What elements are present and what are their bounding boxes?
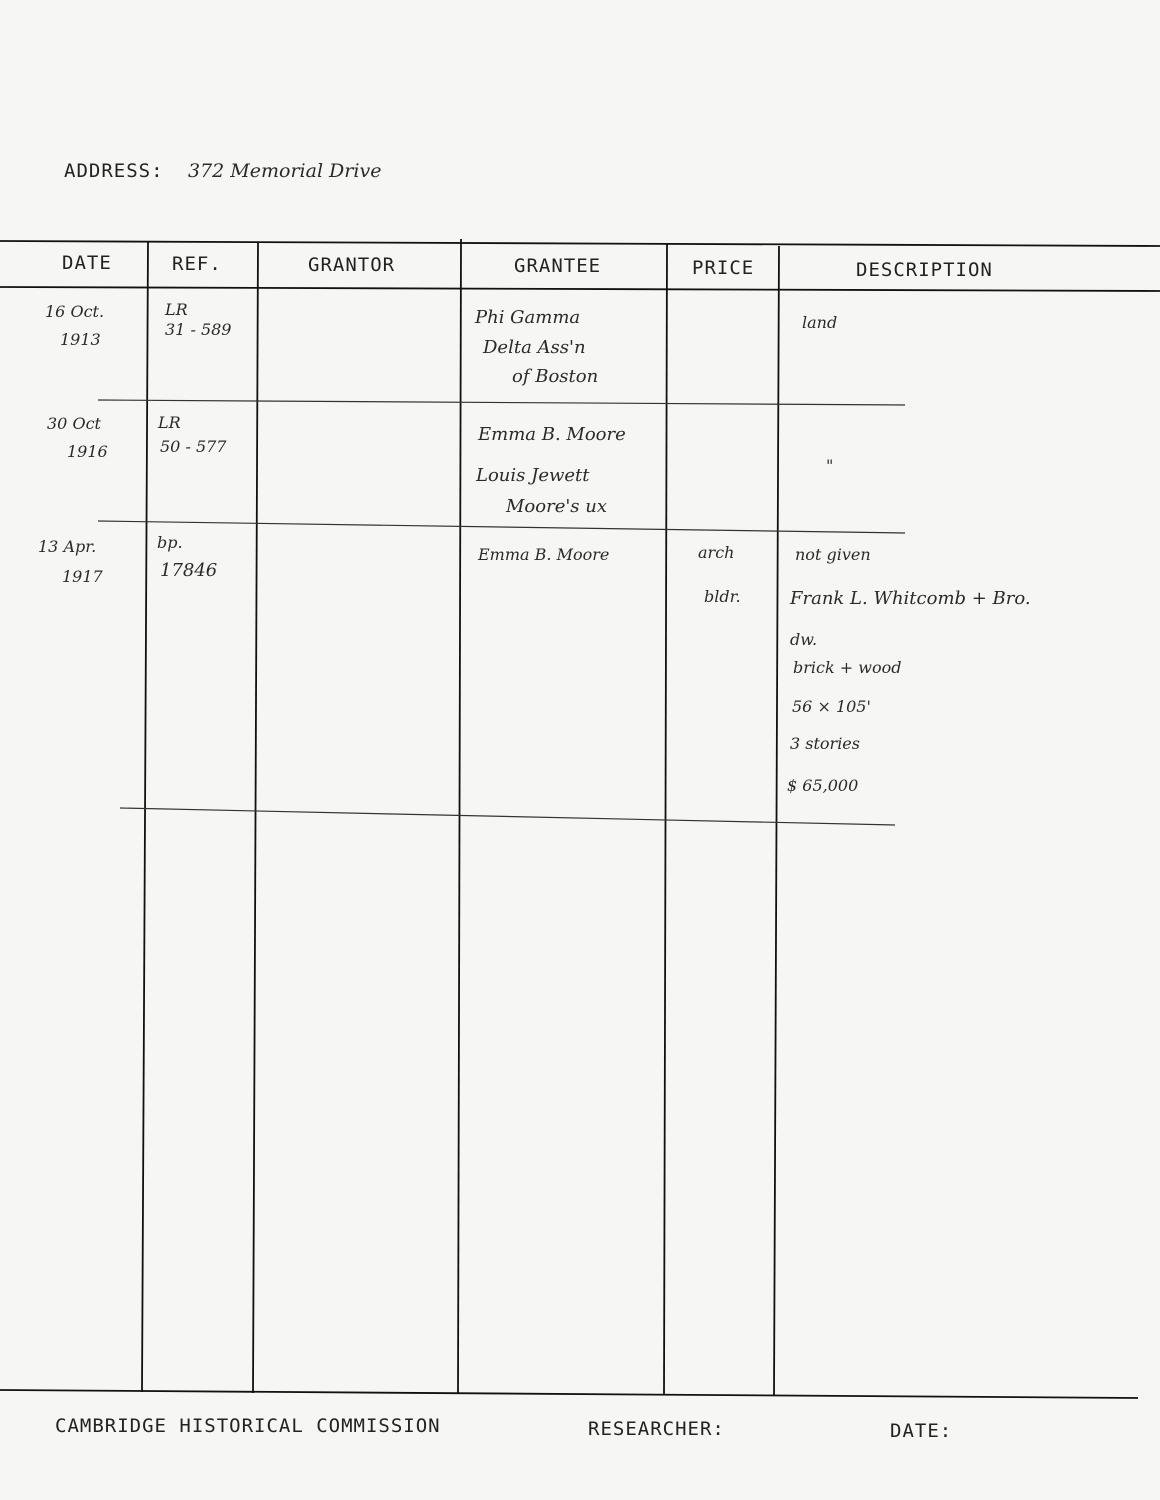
column-header-ref: REF. [172, 253, 222, 275]
ref-cell-line: 31 - 589 [165, 320, 232, 339]
description-cell-line: Frank L. Whitcomb + Bro. [790, 588, 1031, 609]
grantee-cell-line: Emma B. Moore [478, 545, 610, 564]
grantee-cell-line: Delta Ass'n [483, 337, 586, 358]
date-cell-line: 1913 [60, 330, 101, 349]
grantee-cell-line: Emma B. Moore [478, 424, 626, 445]
ref-cell-line: LR [158, 413, 181, 432]
date-cell-line: 30 Oct [47, 414, 101, 433]
row-separator-1 [98, 400, 905, 405]
column-header-description: DESCRIPTION [856, 259, 993, 281]
table-bottom-rule [0, 1390, 1138, 1398]
grantee-cell-line: of Boston [512, 366, 599, 387]
row-separator-3 [120, 808, 895, 825]
date-cell-line: 13 Apr. [38, 537, 97, 556]
description-cell-line: not given [795, 545, 871, 564]
price-cell-line: arch [698, 543, 735, 562]
header-bottom-rule [0, 287, 1160, 291]
ref-cell-line: LR [165, 300, 188, 319]
grantee-cell-line: Moore's ux [506, 496, 608, 517]
description-cell-line: $ 65,000 [787, 776, 859, 795]
col-divider-2 [253, 242, 258, 1393]
col-divider-3 [458, 239, 461, 1394]
col-divider-5 [774, 246, 779, 1396]
column-header-date: DATE [62, 252, 112, 274]
address-label: ADDRESS: [64, 160, 164, 182]
description-cell-line: " [826, 456, 834, 475]
table-top-rule [0, 241, 1160, 246]
footer-date-label: DATE: [890, 1420, 953, 1442]
col-divider-1 [142, 241, 148, 1392]
column-header-price: PRICE [692, 257, 755, 279]
address-value: 372 Memorial Drive [188, 160, 382, 182]
ref-cell-line: bp. [157, 533, 183, 552]
date-cell-line: 1916 [67, 442, 108, 461]
date-cell-line: 1917 [62, 567, 103, 586]
commission-name: CAMBRIDGE HISTORICAL COMMISSION [55, 1415, 441, 1437]
col-divider-4 [664, 244, 667, 1394]
row-separator-2 [98, 521, 905, 533]
column-header-grantor: GRANTOR [308, 254, 396, 276]
description-cell-line: 3 stories [790, 734, 860, 753]
ref-cell-line: 17846 [160, 560, 218, 581]
price-cell-line: bldr. [704, 587, 741, 606]
grantee-cell-line: Phi Gamma [475, 307, 581, 328]
date-cell-line: 16 Oct. [45, 302, 105, 321]
description-cell-line: land [802, 313, 838, 332]
researcher-label: RESEARCHER: [588, 1418, 725, 1440]
description-cell-line: brick + wood [793, 658, 902, 677]
description-cell-line: dw. [790, 630, 818, 649]
grantee-cell-line: Louis Jewett [476, 465, 590, 486]
description-cell-line: 56 × 105' [792, 697, 871, 716]
ref-cell-line: 50 - 577 [160, 437, 227, 456]
column-header-grantee: GRANTEE [514, 255, 602, 277]
